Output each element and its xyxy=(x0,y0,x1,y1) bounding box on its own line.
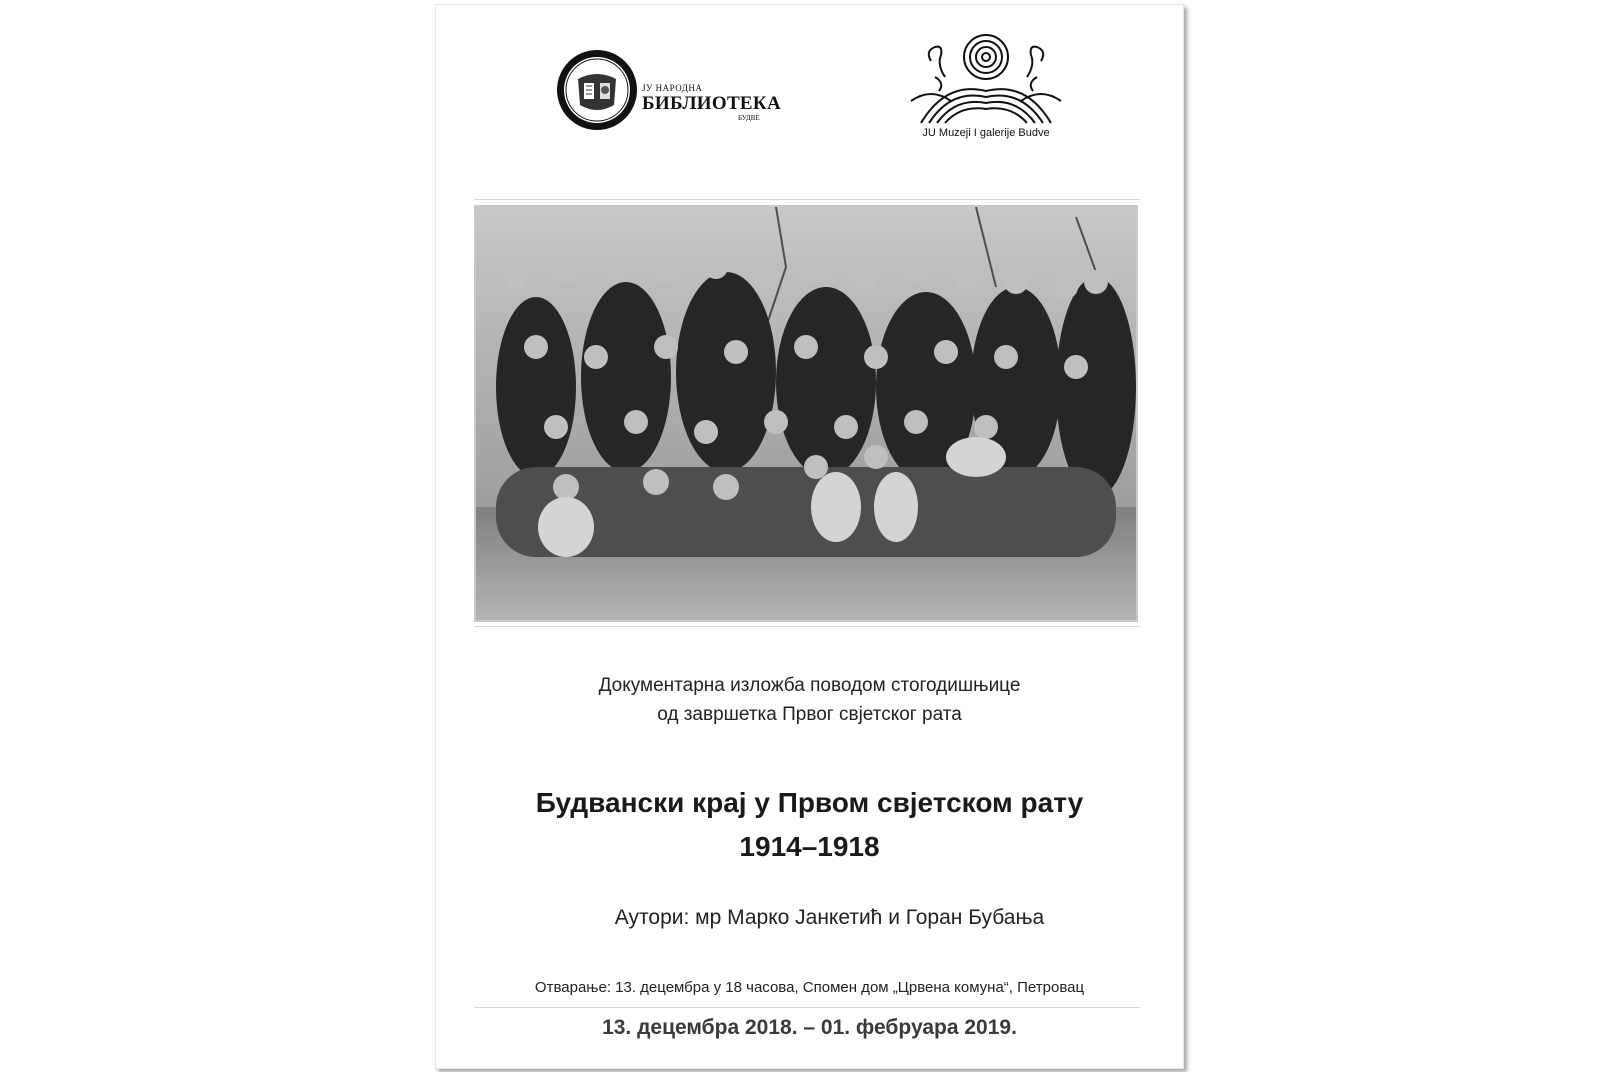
museum-logo xyxy=(901,31,1071,143)
historical-photo xyxy=(474,205,1138,622)
bottom-divider xyxy=(474,1007,1140,1008)
museum-emblem-icon xyxy=(901,31,1071,127)
opening-info: Отварање: 13. децембра у 18 часова, Спомен дом „Црвена комуна“, Петровац xyxy=(534,979,1085,996)
exhibition-dates: 13. децембра 2018. – 01. фебруара 2019. xyxy=(602,1016,1017,1039)
historical-group-photo-icon xyxy=(476,207,1136,620)
library-logo-line3: БУДВЕ xyxy=(738,114,760,122)
exhibition-subtitle xyxy=(436,671,1183,729)
exhibition-title xyxy=(436,781,1183,869)
subtitle-line2: од завршетка Првог свјетског рата xyxy=(657,704,962,725)
library-logo-line1: ЈУ НАРОДНА xyxy=(642,83,703,93)
library-logo-line2: БИБЛИОТЕКА xyxy=(642,93,781,114)
subtitle-line1: Документарна изложба поводом стогодишњице xyxy=(598,675,1021,696)
title-line1: Будвански крај у Првом свјетском рату xyxy=(535,787,1084,818)
top-divider xyxy=(474,199,1140,200)
library-logo xyxy=(556,45,786,135)
museum-logo-caption: JU Muzeji I galerije Budve xyxy=(922,127,1050,139)
exhibition-poster xyxy=(435,4,1184,1069)
title-line2: 1914–1918 xyxy=(739,831,880,862)
photo-divider xyxy=(474,626,1140,627)
library-seal-icon xyxy=(556,49,638,131)
authors-line: Аутори: мр Марко Јанкетић и Горан Бубања xyxy=(614,906,1045,929)
